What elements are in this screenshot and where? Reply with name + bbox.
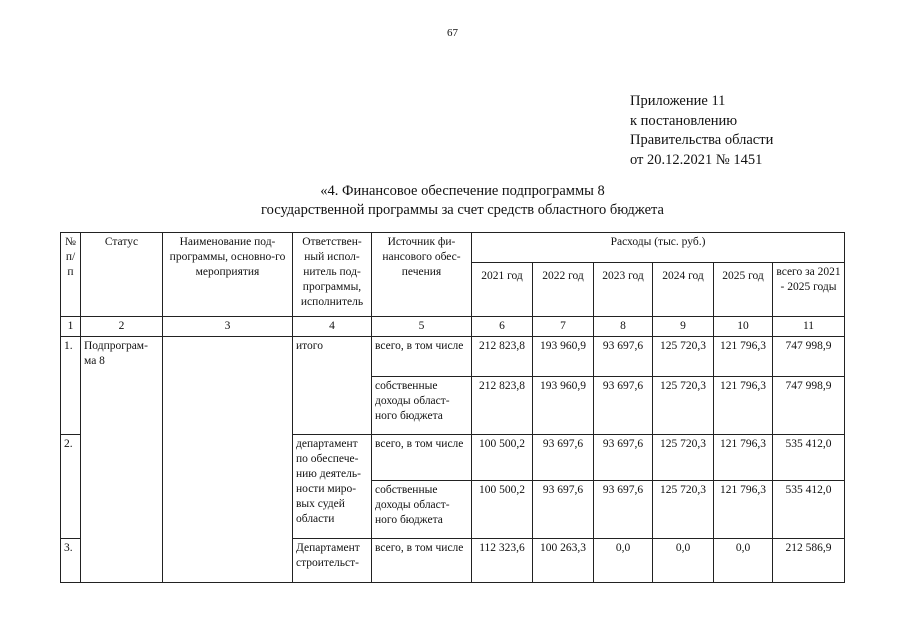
status-cell: Подпрограм-ма 8 xyxy=(81,337,163,583)
value-total: 535 412,0 xyxy=(773,481,845,539)
value-2021: 112 323,6 xyxy=(472,539,533,583)
value-total: 747 998,9 xyxy=(773,337,845,377)
financing-table xyxy=(60,232,845,583)
header-num: № п/п xyxy=(61,233,81,317)
column-number: 6 xyxy=(472,317,533,337)
value-total: 535 412,0 xyxy=(773,435,845,481)
column-number: 10 xyxy=(714,317,773,337)
header-year-2025: 2025 год xyxy=(714,263,773,317)
header-responsible: Ответствен-ный испол-нитель под-программы, исполнитель xyxy=(293,233,372,317)
title-line: государственной программы за счет средств областного бюджета xyxy=(261,202,664,218)
responsible-cell: Департамент строительст- xyxy=(293,539,372,583)
value-2021: 100 500,2 xyxy=(472,481,533,539)
value-2025: 121 796,3 xyxy=(714,377,773,435)
header-total: всего за 2021 - 2025 годы xyxy=(773,263,845,317)
column-number: 11 xyxy=(773,317,845,337)
column-number: 4 xyxy=(293,317,372,337)
document-title xyxy=(0,182,905,220)
column-number: 9 xyxy=(653,317,714,337)
header-year-2021: 2021 год xyxy=(472,263,533,317)
value-2025: 121 796,3 xyxy=(714,337,773,377)
source-cell: всего, в том числе xyxy=(372,539,472,583)
value-2021: 100 500,2 xyxy=(472,435,533,481)
annex-block xyxy=(630,92,773,170)
responsible-cell: итого xyxy=(293,337,372,435)
value-2025: 121 796,3 xyxy=(714,435,773,481)
value-2022: 93 697,6 xyxy=(533,435,594,481)
header-expenses: Расходы (тыс. руб.) xyxy=(472,233,845,263)
source-cell: собственные доходы област-ного бюджета xyxy=(372,377,472,435)
value-2023: 93 697,6 xyxy=(594,435,653,481)
title-line: «4. Финансовое обеспечение подпрограммы 8 xyxy=(320,183,605,199)
value-2023: 93 697,6 xyxy=(594,481,653,539)
column-numbers-row xyxy=(61,317,845,337)
value-2024: 0,0 xyxy=(653,539,714,583)
value-2022: 93 697,6 xyxy=(533,481,594,539)
column-number: 5 xyxy=(372,317,472,337)
value-2022: 193 960,9 xyxy=(533,337,594,377)
value-2024: 125 720,3 xyxy=(653,481,714,539)
value-total: 212 586,9 xyxy=(773,539,845,583)
annex-line: от 20.12.2021 № 1451 xyxy=(630,151,763,168)
annex-line: Приложение 11 xyxy=(630,93,726,109)
value-2021: 212 823,8 xyxy=(472,377,533,435)
row-number: 1. xyxy=(61,337,81,435)
value-2022: 193 960,9 xyxy=(533,377,594,435)
responsible-cell: департамент по обеспече-нию деятель-ности миро-вых судей области xyxy=(293,435,372,539)
value-2025: 121 796,3 xyxy=(714,481,773,539)
value-2024: 125 720,3 xyxy=(653,377,714,435)
value-2023: 93 697,6 xyxy=(594,377,653,435)
value-2024: 125 720,3 xyxy=(653,337,714,377)
row-number: 2. xyxy=(61,435,81,539)
source-cell: собственные доходы област-ного бюджета xyxy=(372,481,472,539)
value-2022: 100 263,3 xyxy=(533,539,594,583)
column-number: 7 xyxy=(533,317,594,337)
value-2021: 212 823,8 xyxy=(472,337,533,377)
column-number: 2 xyxy=(81,317,163,337)
value-2024: 125 720,3 xyxy=(653,435,714,481)
page-number: 67 xyxy=(447,27,458,39)
header-row xyxy=(61,233,845,263)
source-cell: всего, в том числе xyxy=(372,435,472,481)
value-2023: 0,0 xyxy=(594,539,653,583)
column-number: 3 xyxy=(163,317,293,337)
header-year-2023: 2023 год xyxy=(594,263,653,317)
table-row xyxy=(61,337,845,377)
row-number: 3. xyxy=(61,539,81,583)
header-name: Наименование под-программы, основно-го мероприятия xyxy=(163,233,293,317)
value-total: 747 998,9 xyxy=(773,377,845,435)
header-year-2022: 2022 год xyxy=(533,263,594,317)
value-2025: 0,0 xyxy=(714,539,773,583)
source-cell: всего, в том числе xyxy=(372,337,472,377)
column-number: 1 xyxy=(61,317,81,337)
annex-line: к постановлению xyxy=(630,112,738,129)
value-2023: 93 697,6 xyxy=(594,337,653,377)
header-year-2024: 2024 год xyxy=(653,263,714,317)
annex-line: Правительства области xyxy=(630,132,774,148)
name-cell xyxy=(163,337,293,583)
header-status: Статус xyxy=(81,233,163,317)
header-source: Источник фи-нансового обес-печения xyxy=(372,233,472,317)
column-number: 8 xyxy=(594,317,653,337)
